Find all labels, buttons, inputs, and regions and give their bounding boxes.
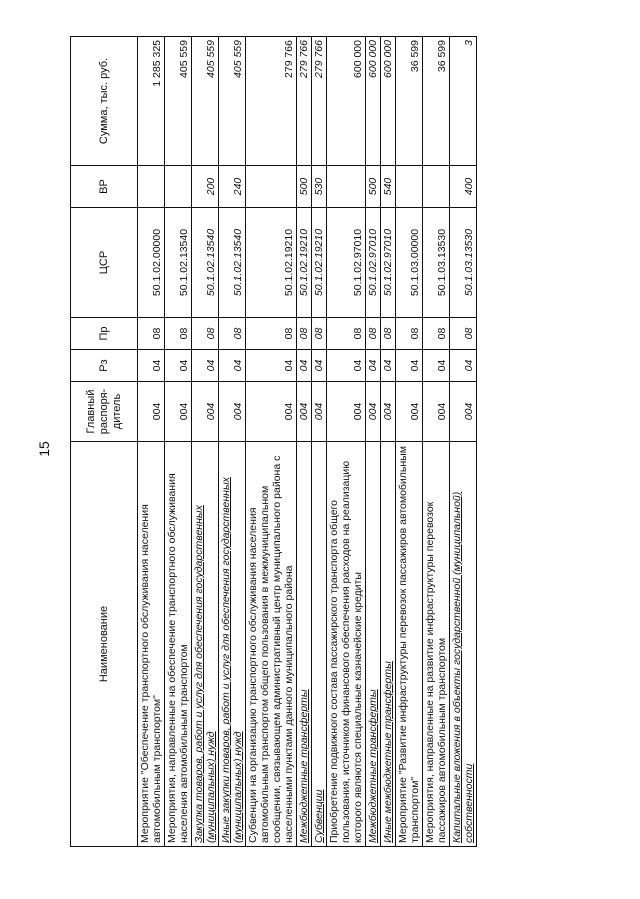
cell-admin: 004 [297, 382, 312, 442]
cell-sum: 600 000 [381, 37, 396, 166]
cell-rz: 04 [381, 350, 396, 382]
cell-sum: 279 766 [312, 37, 327, 166]
cell-name: Капитальные вложения в объекты государственной (муниципальной) собственности [450, 442, 477, 847]
budget-table [70, 36, 477, 847]
cell-pr: 08 [192, 318, 219, 350]
header-name: Наименование [71, 442, 138, 847]
cell-name: Мероприятие "Обеспечение транспортного обслуживания населения автомобильным транспортом" [138, 442, 165, 847]
cell-vr: 400 [450, 166, 477, 208]
cell-sum: 600 000 [327, 37, 366, 166]
table-body [138, 37, 477, 847]
cell-name: Межбюджетные трансферты [297, 442, 312, 847]
cell-pr: 08 [327, 318, 366, 350]
header-vr: ВР [71, 166, 138, 208]
cell-name: Приобретение подвижного состава пассажирского транспорта общего пользования, источником финансового обеспечения расходов на реализацию которого являются специальные казначейские кредиты [327, 442, 366, 847]
cell-pr: 08 [312, 318, 327, 350]
header-csr: ЦСР [71, 208, 138, 318]
cell-pr: 08 [219, 318, 246, 350]
cell-name: Мероприятия, направленные на развитие инфраструктуры перевозок пассажиров автомобильным транспортом [423, 442, 450, 847]
cell-csr: 50.1.02.19210 [246, 208, 297, 318]
cell-csr: 50.1.02.13540 [219, 208, 246, 318]
cell-sum: 36 599 [396, 37, 423, 166]
rotated-content [70, 37, 560, 847]
cell-vr [165, 166, 192, 208]
cell-pr: 08 [366, 318, 381, 350]
table-header-row [71, 37, 138, 847]
cell-admin: 004 [192, 382, 219, 442]
cell-name: Межбюджетные трансферты [366, 442, 381, 847]
cell-csr: 50.1.02.13540 [192, 208, 219, 318]
cell-csr: 50.1.02.19210 [297, 208, 312, 318]
table-row [138, 37, 165, 847]
cell-sum: 600 000 [366, 37, 381, 166]
header-pr: Пр [71, 318, 138, 350]
cell-pr: 08 [423, 318, 450, 350]
header-sum: Сумма, тыс. руб. [71, 37, 138, 166]
cell-sum: 3 [450, 37, 477, 166]
cell-sum: 405 559 [165, 37, 192, 166]
cell-csr: 50.1.02.00000 [138, 208, 165, 318]
cell-name: Субвенции [312, 442, 327, 847]
table-row [366, 37, 381, 847]
cell-pr: 08 [165, 318, 192, 350]
cell-vr: 540 [381, 166, 396, 208]
cell-pr: 08 [396, 318, 423, 350]
cell-vr [396, 166, 423, 208]
cell-name: Мероприятия, направленные на обеспечение транспортного обслуживания населения автомобильным транспортом [165, 442, 192, 847]
rotated-page [70, 37, 560, 847]
table-row [312, 37, 327, 847]
cell-sum: 279 766 [297, 37, 312, 166]
cell-admin: 004 [138, 382, 165, 442]
cell-rz: 04 [366, 350, 381, 382]
cell-rz: 04 [423, 350, 450, 382]
cell-sum: 405 559 [219, 37, 246, 166]
table-row [327, 37, 366, 847]
cell-vr: 500 [297, 166, 312, 208]
cell-vr: 200 [192, 166, 219, 208]
cell-sum: 36 599 [423, 37, 450, 166]
cell-rz: 04 [138, 350, 165, 382]
header-rz: Рз [71, 350, 138, 382]
cell-vr: 240 [219, 166, 246, 208]
cell-vr [138, 166, 165, 208]
cell-rz: 04 [165, 350, 192, 382]
cell-vr: 500 [366, 166, 381, 208]
cell-admin: 004 [312, 382, 327, 442]
cell-admin: 004 [366, 382, 381, 442]
cell-pr: 08 [138, 318, 165, 350]
cell-admin: 004 [450, 382, 477, 442]
cell-csr: 50.1.03.13530 [423, 208, 450, 318]
cell-name: Иные закупки товаров, работ и услуг для обеспечения государственных (муниципальных) нужд [219, 442, 246, 847]
cell-admin: 004 [165, 382, 192, 442]
cell-name: Иные межбюджетные трансферты [381, 442, 396, 847]
cell-rz: 04 [450, 350, 477, 382]
cell-admin: 004 [219, 382, 246, 442]
cell-csr: 50.1.02.97010 [381, 208, 396, 318]
cell-name: Субвенции на организацию транспортного обслуживания населения автомобильным транспортом общего пользования в межмуниципальном сообщении, связывающем административный центр муниципального района с населенными пунктами данного муниципального района [246, 442, 297, 847]
cell-pr: 08 [450, 318, 477, 350]
cell-admin: 004 [327, 382, 366, 442]
cell-admin: 004 [381, 382, 396, 442]
table-row [381, 37, 396, 847]
cell-rz: 04 [297, 350, 312, 382]
table-row [246, 37, 297, 847]
cell-admin: 004 [396, 382, 423, 442]
cell-rz: 04 [192, 350, 219, 382]
cell-vr: 530 [312, 166, 327, 208]
cell-pr: 08 [381, 318, 396, 350]
cell-rz: 04 [327, 350, 366, 382]
cell-sum: 405 559 [192, 37, 219, 166]
cell-rz: 04 [396, 350, 423, 382]
table-row [219, 37, 246, 847]
cell-name: Мероприятие "Развитие инфраструктуры перевозок пассажиров автомобильным транспортом" [396, 442, 423, 847]
cell-rz: 04 [219, 350, 246, 382]
cell-csr: 50.1.02.97010 [366, 208, 381, 318]
cell-rz: 04 [312, 350, 327, 382]
table-row [450, 37, 477, 847]
table-row [297, 37, 312, 847]
cell-rz: 04 [246, 350, 297, 382]
cell-admin: 004 [423, 382, 450, 442]
table-row [423, 37, 450, 847]
table-row [192, 37, 219, 847]
cell-csr: 50.1.02.19210 [312, 208, 327, 318]
cell-pr: 08 [246, 318, 297, 350]
cell-name: Закупка товаров, работ и услуг для обеспечения государственных (муниципальных) нужд [192, 442, 219, 847]
header-admin: Главный распоря-дитель [71, 382, 138, 442]
cell-vr [423, 166, 450, 208]
cell-vr [327, 166, 366, 208]
cell-csr: 50.1.02.97010 [327, 208, 366, 318]
table-row [165, 37, 192, 847]
cell-sum: 279 766 [246, 37, 297, 166]
cell-pr: 08 [297, 318, 312, 350]
cell-admin: 004 [246, 382, 297, 442]
cell-csr: 50.1.03.00000 [396, 208, 423, 318]
page-number: 15 [36, 441, 52, 457]
cell-csr: 50.1.02.13540 [165, 208, 192, 318]
cell-csr: 50.1.03.13530 [450, 208, 477, 318]
cell-vr [246, 166, 297, 208]
table-row [396, 37, 423, 847]
cell-sum: 1 285 325 [138, 37, 165, 166]
